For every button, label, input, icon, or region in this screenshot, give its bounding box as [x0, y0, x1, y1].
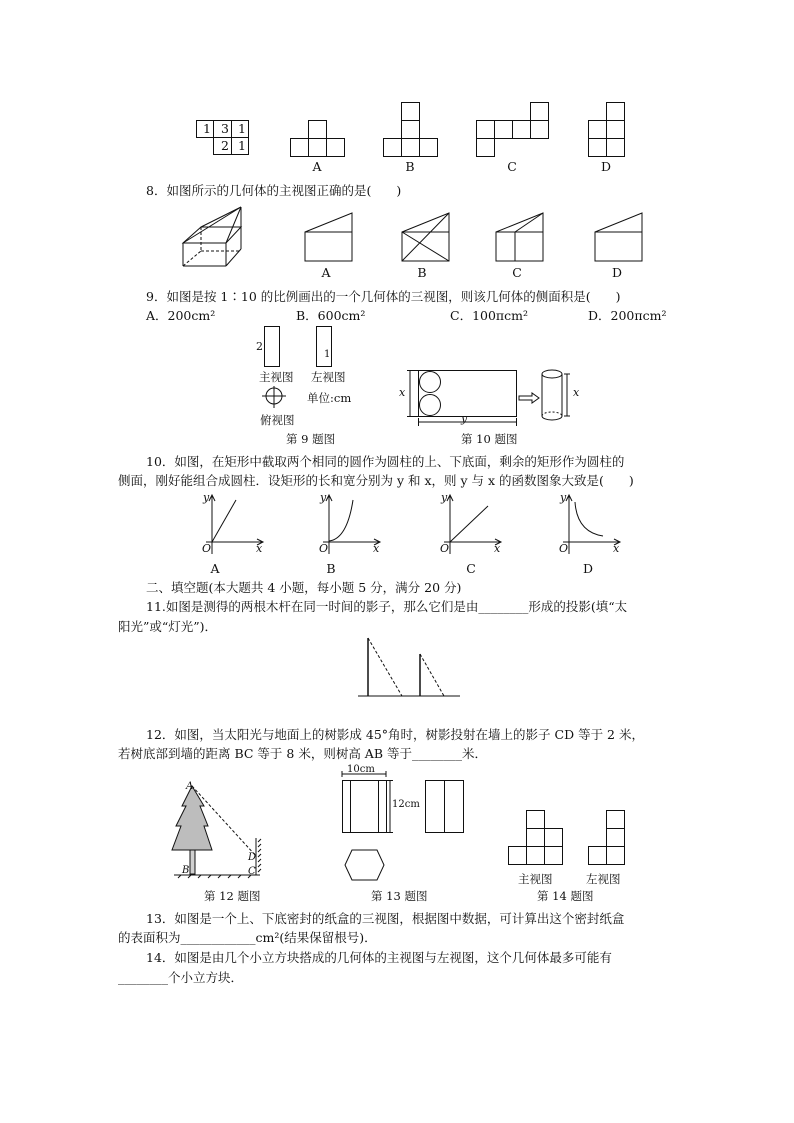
- q10-option-b-label: B: [326, 561, 336, 576]
- q10-graph-b-axis-x: x: [373, 542, 380, 555]
- q10-label-x-cylinder: x: [573, 386, 580, 399]
- q9-front-caption: 主视图: [259, 370, 294, 384]
- q12-point-b: B: [182, 865, 190, 876]
- q10-graph-c-axis-x: x: [494, 542, 501, 555]
- q9-dim-label-side: 1: [324, 349, 331, 360]
- q9-choice-b: B．600cm²: [296, 308, 366, 323]
- q12-line2: 若树底部到墙的距离 BC 等于 8 米，则树高 AB 等于________米．: [118, 746, 487, 761]
- q10-graph-d-origin: O: [559, 542, 569, 555]
- q9-choice-d: D．200πcm²: [588, 308, 667, 323]
- q9-top-caption: 俯视图: [260, 413, 295, 427]
- q9-top-view: [258, 386, 290, 408]
- q7-grid-number: 3: [221, 121, 229, 136]
- q13-figure-caption: 第 13 题图: [371, 889, 428, 903]
- q10-figure-caption: 第 10 题图: [461, 432, 518, 446]
- q8-stem: 8．如图所示的几何体的主视图正确的是( ): [146, 183, 402, 198]
- q9-stem: 9．如图是按 1∶10 的比例画出的一个几何体的三视图，则该几何体的侧面积是( ): [146, 289, 621, 304]
- q8-option-b-label: B: [417, 265, 427, 280]
- q10-option-c-label: C: [466, 561, 476, 576]
- q7-grid-number: 1: [203, 121, 211, 136]
- q7-option-a-label: A: [312, 159, 322, 174]
- q14-left-caption: 左视图: [586, 872, 621, 886]
- q8-option-c-shape: [495, 212, 547, 262]
- q7-option-b-shape: [383, 102, 439, 158]
- q10-graph-b-origin: O: [319, 542, 329, 555]
- q8-option-a-shape: [304, 212, 356, 262]
- q7-grid-number: 1: [238, 121, 246, 136]
- q7-option-d-shape: [588, 102, 628, 158]
- q8-option-c-label: C: [512, 265, 522, 280]
- q13-line1: 13．如图是一个上、下底密封的纸盒的三视图，根据图中数据，可计算出这个密封纸盒: [146, 911, 625, 926]
- q11-figure: [356, 634, 466, 700]
- q10-label-y: y: [461, 412, 468, 425]
- q10-graph-c-axis-y: y: [441, 491, 448, 504]
- q9-choice-c: C．100πcm²: [450, 308, 529, 323]
- q10-rectangle-figure: [406, 366, 576, 428]
- q12-point-c: C: [248, 866, 256, 877]
- q11-line1: 11.如图是测得的两根木杆在同一时间的影子，那么它们是由________形成的投影(填“太: [146, 599, 628, 614]
- q13-width-label: 10cm: [347, 764, 375, 775]
- q10-label-x: x: [399, 386, 406, 399]
- q9-left-caption: 左视图: [311, 370, 346, 384]
- q12-point-d: D: [248, 852, 257, 863]
- q8-option-b-shape: [401, 212, 453, 262]
- q7-option-c-label: C: [507, 159, 517, 174]
- q10-graph-d-axis-x: x: [613, 542, 620, 555]
- q10-graph-a-axis-x: x: [256, 542, 263, 555]
- q9-choice-a: A．200cm²: [146, 308, 216, 323]
- q10-graph-c-origin: O: [440, 542, 450, 555]
- q12-line1: 12．如图，当太阳光与地面上的树影成 45°角时，树影投射在墙上的影子 CD 等于 2 米，: [146, 727, 644, 742]
- q8-solid-figure: [182, 205, 244, 269]
- q9-dim-label: 2: [256, 340, 263, 353]
- q7-option-a-shape: [290, 120, 346, 158]
- q9-unit: 单位:cm: [307, 391, 352, 405]
- q14-front-caption: 主视图: [518, 872, 553, 886]
- q10-stem-line1: 10．如图，在矩形中截取两个相同的圆作为圆柱的上、下底面，剩余的矩形作为圆柱的: [146, 454, 625, 469]
- q7-grid-number: 2: [221, 138, 229, 153]
- q10-graph-a-origin: O: [202, 542, 212, 555]
- q12-point-a: A: [186, 781, 194, 792]
- q7-option-c-shape: [476, 102, 550, 158]
- q10-graph-b-axis-y: y: [320, 491, 327, 504]
- q14-figure-caption: 第 14 题图: [537, 889, 594, 903]
- q14-line1: 14．如图是由几个小立方块搭成的几何体的主视图与左视图，这个几何体最多可能有: [146, 950, 612, 965]
- q10-graph-d-axis-y: y: [560, 491, 567, 504]
- q7-option-d-label: D: [600, 159, 612, 174]
- q8-option-d-shape: [594, 212, 646, 262]
- section2-title: 二、填空题(本大题共 4 小题，每小题 5 分，满分 20 分): [146, 580, 462, 595]
- q8-option-a-label: A: [321, 265, 331, 280]
- q10-option-a-label: A: [210, 561, 220, 576]
- q14-front-view: [508, 808, 572, 870]
- q14-line2: ________个小立方块．: [118, 970, 244, 985]
- q10-graph-a-axis-y: y: [203, 491, 210, 504]
- q14-left-view: [588, 808, 628, 870]
- q12-figure-caption: 第 12 题图: [204, 889, 261, 903]
- q10-stem-line2: 侧面，刚好能组合成圆柱．设矩形的长和宽分别为 y 和 x，则 y 与 x 的函数图象大致是( ): [118, 473, 634, 488]
- q10-option-d-label: D: [582, 561, 594, 576]
- q7-grid-number: 1: [238, 138, 246, 153]
- q11-line2: 阳光”或“灯光”)．: [118, 619, 218, 634]
- q13-line2: 的表面积为____________cm²(结果保留根号)．: [118, 930, 377, 945]
- q9-front-view: [264, 326, 284, 368]
- q9-figure-caption: 第 9 题图: [286, 432, 336, 446]
- q13-three-views: [334, 766, 474, 888]
- q8-option-d-label: D: [611, 265, 623, 280]
- q7-option-b-label: B: [405, 159, 415, 174]
- q13-height-label: 12cm: [392, 799, 420, 810]
